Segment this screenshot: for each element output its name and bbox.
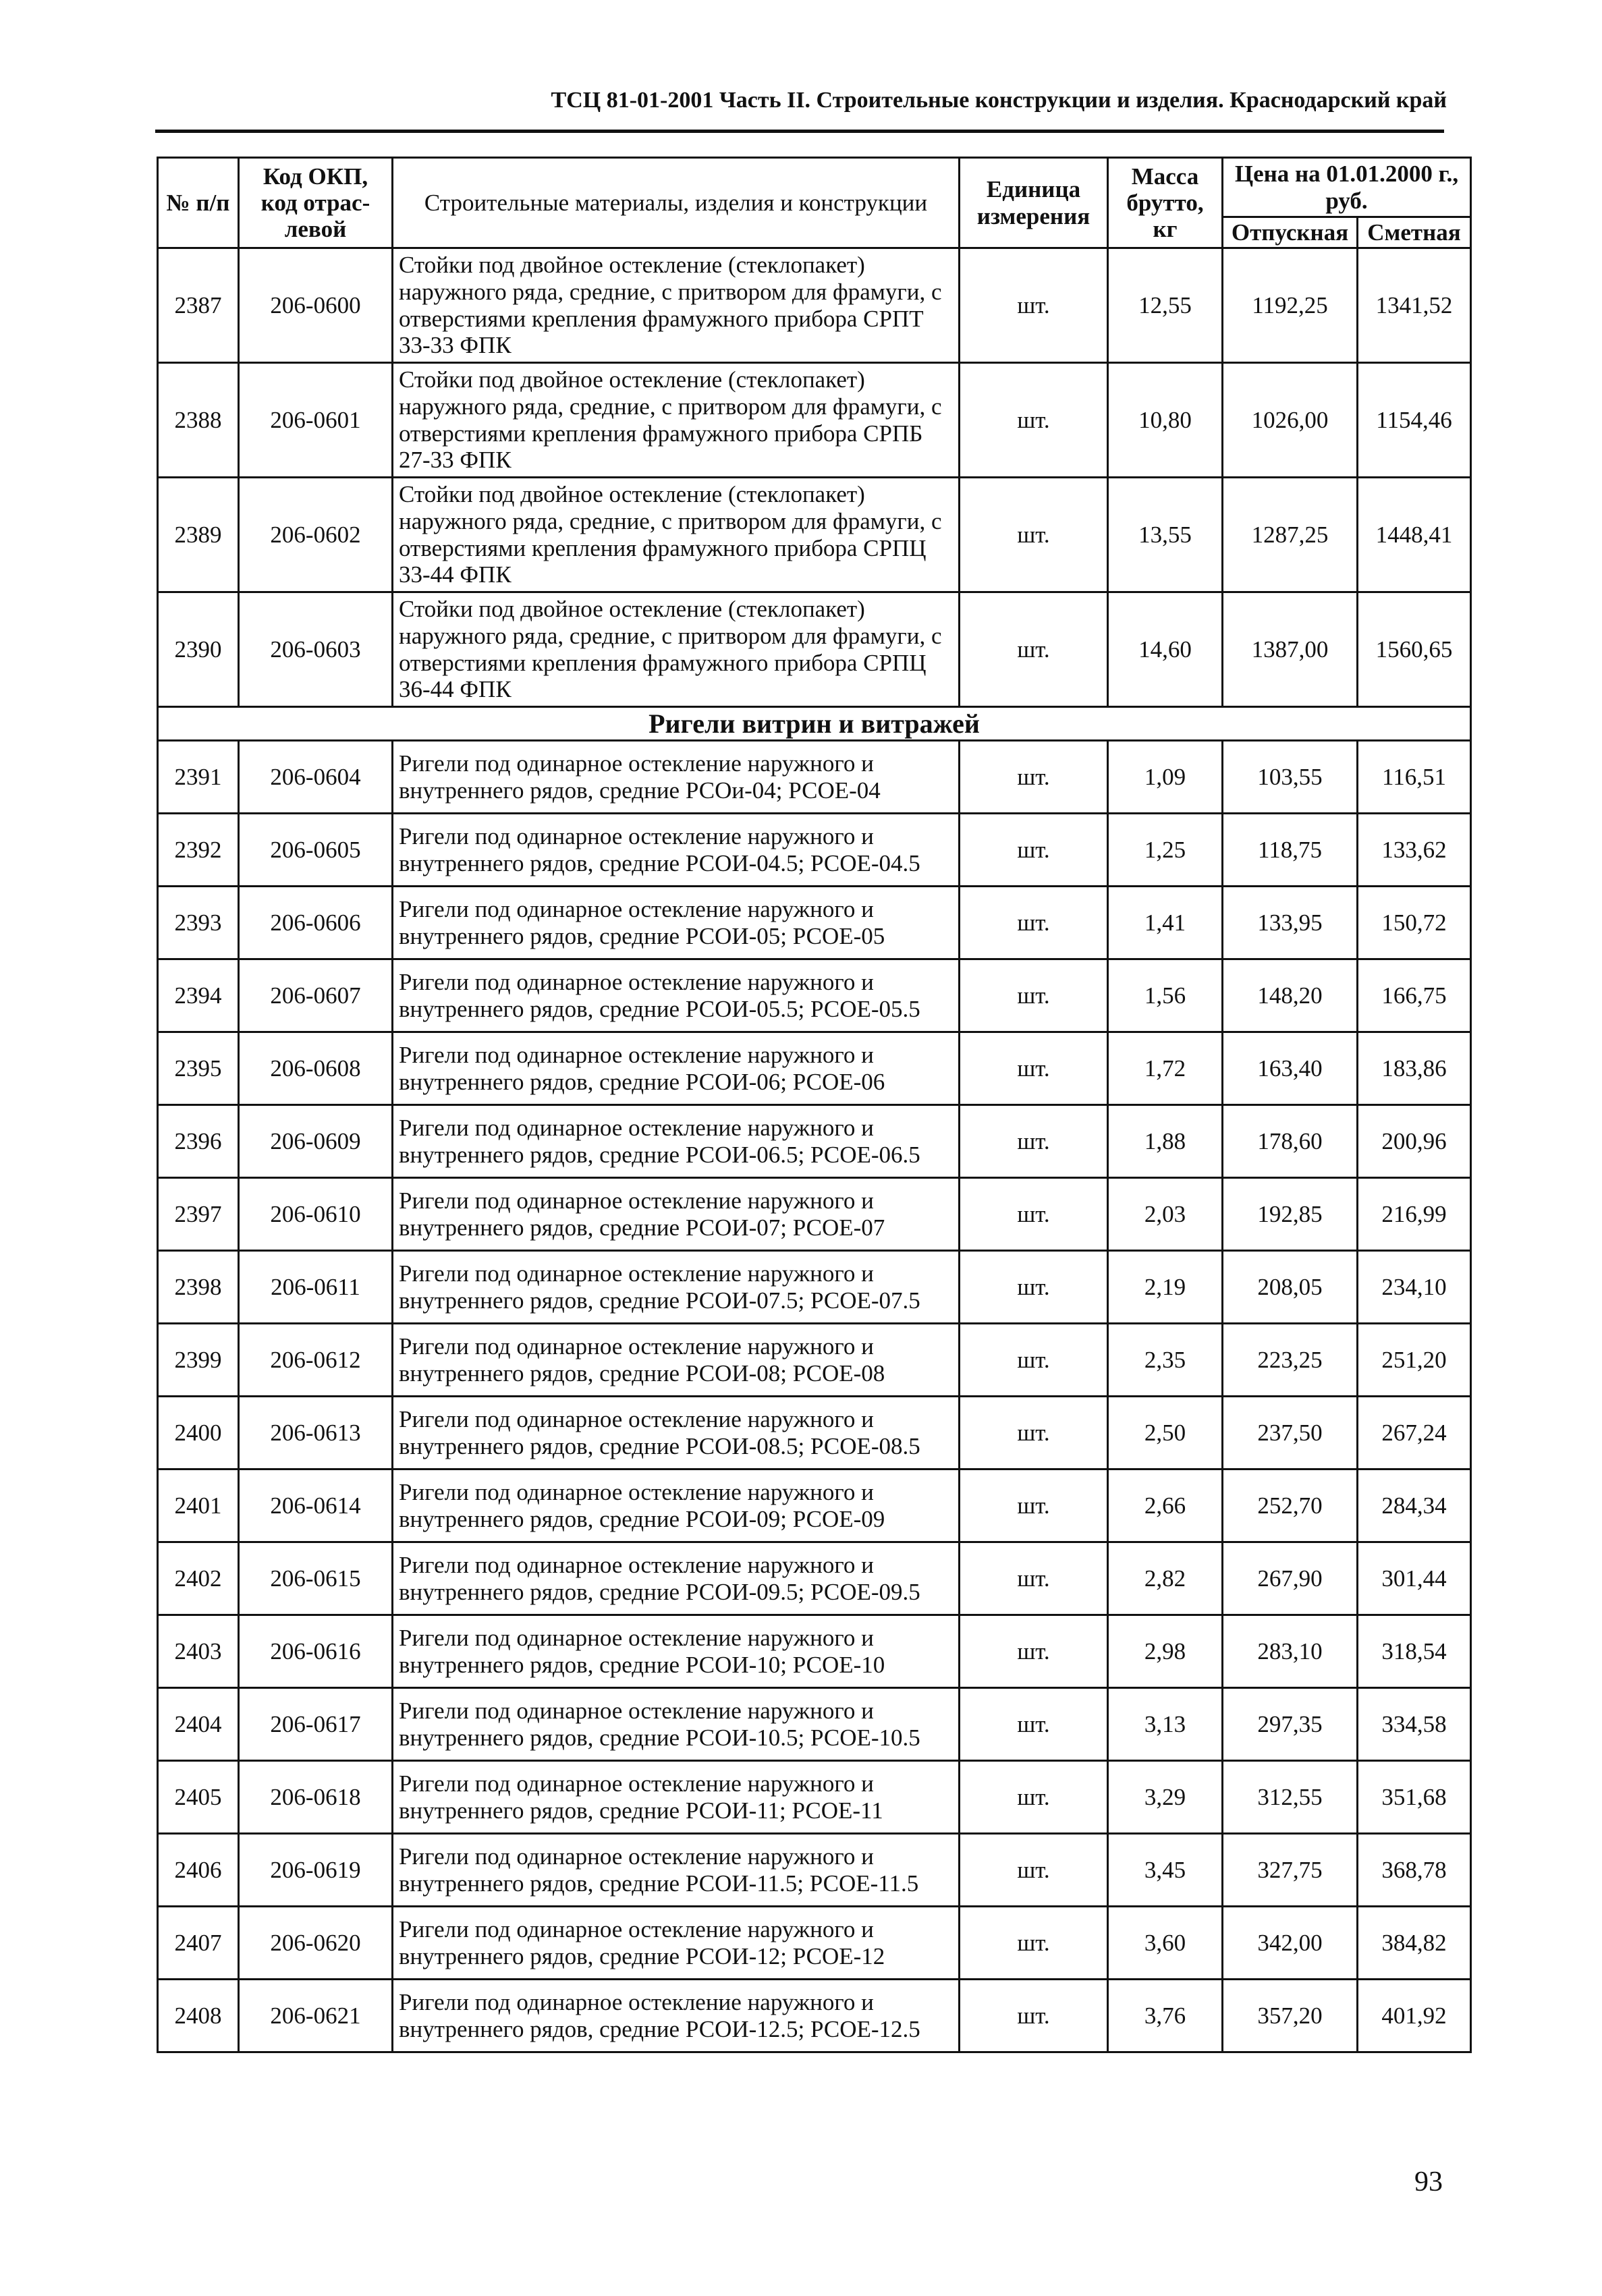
item-name: Ригели под одинарное остекление наружного и внутреннего рядов, средние РСОИ-09; РСОЕ-09 xyxy=(393,1469,960,1542)
item-name: Стойки под двойное остекление (стеклопакет) наружного ряда, средние, с притвором для фрамуги, с отверстиями крепления фрамужного прибора СРПЦ 33-44 ФПК xyxy=(393,478,960,592)
okp-code: 206-0617 xyxy=(239,1688,393,1761)
item-name: Стойки под двойное остекление (стеклопакет) наружного ряда, средние, с притвором для фрамуги, с отверстиями крепления фрамужного прибора СРПБ 27-33 ФПК xyxy=(393,363,960,478)
item-name: Ригели под одинарное остекление наружного и внутреннего рядов, средние РСОИ-05.5; РСОЕ-05.5 xyxy=(393,959,960,1032)
release-price: 103,55 xyxy=(1223,741,1358,814)
table-row xyxy=(158,1397,1471,1469)
estimate-price: 401,92 xyxy=(1358,1980,1471,2052)
gross-mass: 3,29 xyxy=(1108,1761,1223,1834)
okp-code: 206-0607 xyxy=(239,959,393,1032)
item-name: Ригели под одинарное остекление наружного и внутреннего рядов, средние РСОИ-11; РСОЕ-11 xyxy=(393,1761,960,1834)
estimate-price: 318,54 xyxy=(1358,1615,1471,1688)
okp-code: 206-0603 xyxy=(239,592,393,707)
release-price: 342,00 xyxy=(1223,1907,1358,1980)
release-price: 133,95 xyxy=(1223,887,1358,959)
release-price: 163,40 xyxy=(1223,1032,1358,1105)
unit-of-measure: шт. xyxy=(960,1105,1108,1178)
table-header xyxy=(158,158,1471,248)
release-price: 118,75 xyxy=(1223,814,1358,887)
row-number: 2396 xyxy=(158,1105,239,1178)
okp-code: 206-0610 xyxy=(239,1178,393,1251)
column-header-name: Строительные материалы, изделия и конструкции xyxy=(393,158,960,248)
item-name: Стойки под двойное остекление (стеклопакет) наружного ряда, средние, с притвором для фрамуги, с отверстиями крепления фрамужного прибора СРПТ 33-33 ФПК xyxy=(393,248,960,363)
okp-code: 206-0600 xyxy=(239,248,393,363)
item-name: Ригели под одинарное остекление наружного и внутреннего рядов, средние РСОИ-09.5; РСОЕ-09.5 xyxy=(393,1542,960,1615)
table-row xyxy=(158,741,1471,814)
okp-code: 206-0616 xyxy=(239,1615,393,1688)
unit-of-measure: шт. xyxy=(960,1178,1108,1251)
table-row xyxy=(158,959,1471,1032)
unit-of-measure: шт. xyxy=(960,1324,1108,1397)
table-row xyxy=(158,1105,1471,1178)
okp-code: 206-0621 xyxy=(239,1980,393,2052)
table-row xyxy=(158,592,1471,707)
column-header-unit: Единица измерения xyxy=(960,158,1108,248)
table-row xyxy=(158,1324,1471,1397)
okp-code: 206-0601 xyxy=(239,363,393,478)
unit-of-measure: шт. xyxy=(960,363,1108,478)
table-row xyxy=(158,1251,1471,1324)
item-name: Ригели под одинарное остекление наружного и внутреннего рядов, средние РСОИ-12; РСОЕ-12 xyxy=(393,1907,960,1980)
table-row xyxy=(158,363,1471,478)
okp-code: 206-0608 xyxy=(239,1032,393,1105)
okp-code: 206-0620 xyxy=(239,1907,393,1980)
row-number: 2397 xyxy=(158,1178,239,1251)
item-name: Ригели под одинарное остекление наружного и внутреннего рядов, средние РСОИ-04.5; РСОЕ-04.5 xyxy=(393,814,960,887)
row-number: 2399 xyxy=(158,1324,239,1397)
release-price: 1387,00 xyxy=(1223,592,1358,707)
row-number: 2406 xyxy=(158,1834,239,1907)
gross-mass: 1,25 xyxy=(1108,814,1223,887)
column-header-price-group: Цена на 01.01.2000 г., руб. xyxy=(1223,158,1471,217)
row-number: 2391 xyxy=(158,741,239,814)
item-name: Ригели под одинарное остекление наружного и внутреннего рядов, средние РСОИ-11.5; РСОЕ-11.5 xyxy=(393,1834,960,1907)
gross-mass: 2,19 xyxy=(1108,1251,1223,1324)
estimate-price: 351,68 xyxy=(1358,1761,1471,1834)
table-body-rails xyxy=(158,741,1471,2052)
okp-code: 206-0615 xyxy=(239,1542,393,1615)
item-name: Ригели под одинарное остекление наружного и внутреннего рядов, средние РСОИ-05; РСОЕ-05 xyxy=(393,887,960,959)
table-row xyxy=(158,1178,1471,1251)
gross-mass: 2,98 xyxy=(1108,1615,1223,1688)
table-row xyxy=(158,1907,1471,1980)
unit-of-measure: шт. xyxy=(960,1980,1108,2052)
estimate-price: 284,34 xyxy=(1358,1469,1471,1542)
okp-code: 206-0613 xyxy=(239,1397,393,1469)
gross-mass: 1,41 xyxy=(1108,887,1223,959)
estimate-price: 133,62 xyxy=(1358,814,1471,887)
okp-code: 206-0602 xyxy=(239,478,393,592)
estimate-price: 267,24 xyxy=(1358,1397,1471,1469)
table-body-posts xyxy=(158,248,1471,707)
release-price: 178,60 xyxy=(1223,1105,1358,1178)
item-name: Ригели под одинарное остекление наружного и внутреннего рядов, средние РСОИ-10; РСОЕ-10 xyxy=(393,1615,960,1688)
column-header-mass: Масса брутто, кг xyxy=(1108,158,1223,248)
column-header-price-estimate: Сметная xyxy=(1358,217,1471,248)
gross-mass: 1,56 xyxy=(1108,959,1223,1032)
estimate-price: 251,20 xyxy=(1358,1324,1471,1397)
group-title: Ригели витрин и витражей xyxy=(158,707,1471,741)
table-row xyxy=(158,1542,1471,1615)
unit-of-measure: шт. xyxy=(960,1469,1108,1542)
table-row xyxy=(158,1469,1471,1542)
gross-mass: 14,60 xyxy=(1108,592,1223,707)
unit-of-measure: шт. xyxy=(960,1834,1108,1907)
gross-mass: 3,13 xyxy=(1108,1688,1223,1761)
gross-mass: 1,72 xyxy=(1108,1032,1223,1105)
gross-mass: 2,82 xyxy=(1108,1542,1223,1615)
release-price: 267,90 xyxy=(1223,1542,1358,1615)
gross-mass: 13,55 xyxy=(1108,478,1223,592)
gross-mass: 1,09 xyxy=(1108,741,1223,814)
unit-of-measure: шт. xyxy=(960,1615,1108,1688)
unit-of-measure: шт. xyxy=(960,248,1108,363)
release-price: 1192,25 xyxy=(1223,248,1358,363)
gross-mass: 2,35 xyxy=(1108,1324,1223,1397)
column-header-code: Код ОКП, код отрас-левой xyxy=(239,158,393,248)
release-price: 1026,00 xyxy=(1223,363,1358,478)
estimate-price: 234,10 xyxy=(1358,1251,1471,1324)
item-name: Ригели под одинарное остекление наружного и внутреннего рядов, средние РСОи-04; РСОЕ-04 xyxy=(393,741,960,814)
release-price: 237,50 xyxy=(1223,1397,1358,1469)
estimate-price: 150,72 xyxy=(1358,887,1471,959)
unit-of-measure: шт. xyxy=(960,887,1108,959)
row-number: 2404 xyxy=(158,1688,239,1761)
unit-of-measure: шт. xyxy=(960,741,1108,814)
release-price: 327,75 xyxy=(1223,1834,1358,1907)
estimate-price: 216,99 xyxy=(1358,1178,1471,1251)
release-price: 252,70 xyxy=(1223,1469,1358,1542)
okp-code: 206-0612 xyxy=(239,1324,393,1397)
row-number: 2402 xyxy=(158,1542,239,1615)
table-group-section xyxy=(158,707,1471,741)
gross-mass: 3,45 xyxy=(1108,1834,1223,1907)
column-header-num: № п/п xyxy=(158,158,239,248)
row-number: 2400 xyxy=(158,1397,239,1469)
row-number: 2387 xyxy=(158,248,239,363)
gross-mass: 12,55 xyxy=(1108,248,1223,363)
release-price: 297,35 xyxy=(1223,1688,1358,1761)
row-number: 2408 xyxy=(158,1980,239,2052)
table-row xyxy=(158,814,1471,887)
item-name: Ригели под одинарное остекление наружного и внутреннего рядов, средние РСОИ-07.5; РСОЕ-07.5 xyxy=(393,1251,960,1324)
row-number: 2393 xyxy=(158,887,239,959)
estimate-price: 183,86 xyxy=(1358,1032,1471,1105)
table-row xyxy=(158,1032,1471,1105)
gross-mass: 1,88 xyxy=(1108,1105,1223,1178)
table-row xyxy=(158,1688,1471,1761)
row-number: 2403 xyxy=(158,1615,239,1688)
row-number: 2392 xyxy=(158,814,239,887)
estimate-price: 166,75 xyxy=(1358,959,1471,1032)
gross-mass: 3,76 xyxy=(1108,1980,1223,2052)
unit-of-measure: шт. xyxy=(960,1032,1108,1105)
release-price: 223,25 xyxy=(1223,1324,1358,1397)
okp-code: 206-0618 xyxy=(239,1761,393,1834)
row-number: 2395 xyxy=(158,1032,239,1105)
item-name: Ригели под одинарное остекление наружного и внутреннего рядов, средние РСОИ-07; РСОЕ-07 xyxy=(393,1178,960,1251)
release-price: 148,20 xyxy=(1223,959,1358,1032)
release-price: 208,05 xyxy=(1223,1251,1358,1324)
item-name: Ригели под одинарное остекление наружного и внутреннего рядов, средние РСОИ-06.5; РСОЕ-06.5 xyxy=(393,1105,960,1178)
table-row xyxy=(158,1761,1471,1834)
okp-code: 206-0611 xyxy=(239,1251,393,1324)
okp-code: 206-0605 xyxy=(239,814,393,887)
gross-mass: 2,66 xyxy=(1108,1469,1223,1542)
release-price: 192,85 xyxy=(1223,1178,1358,1251)
unit-of-measure: шт. xyxy=(960,1542,1108,1615)
okp-code: 206-0609 xyxy=(239,1105,393,1178)
price-table xyxy=(157,157,1472,2053)
release-price: 312,55 xyxy=(1223,1761,1358,1834)
release-price: 283,10 xyxy=(1223,1615,1358,1688)
row-number: 2405 xyxy=(158,1761,239,1834)
item-name: Ригели под одинарное остекление наружного и внутреннего рядов, средние РСОИ-08; РСОЕ-08 xyxy=(393,1324,960,1397)
row-number: 2394 xyxy=(158,959,239,1032)
column-header-price-release: Отпускная xyxy=(1223,217,1358,248)
table-row xyxy=(158,1834,1471,1907)
item-name: Ригели под одинарное остекление наружного и внутреннего рядов, средние РСОИ-10.5; РСОЕ-10.5 xyxy=(393,1688,960,1761)
estimate-price: 368,78 xyxy=(1358,1834,1471,1907)
row-number: 2398 xyxy=(158,1251,239,1324)
gross-mass: 10,80 xyxy=(1108,363,1223,478)
estimate-price: 200,96 xyxy=(1358,1105,1471,1178)
okp-code: 206-0619 xyxy=(239,1834,393,1907)
okp-code: 206-0606 xyxy=(239,887,393,959)
table-row xyxy=(158,1980,1471,2052)
unit-of-measure: шт. xyxy=(960,1397,1108,1469)
header-rule xyxy=(155,130,1444,133)
item-name: Ригели под одинарное остекление наружного и внутреннего рядов, средние РСОИ-12.5; РСОЕ-12.5 xyxy=(393,1980,960,2052)
table-row xyxy=(158,248,1471,363)
table-row xyxy=(158,887,1471,959)
table-row xyxy=(158,478,1471,592)
row-number: 2389 xyxy=(158,478,239,592)
running-header: ТСЦ 81-01-2001 Часть II. Строительные конструкции и изделия. Краснодарский край xyxy=(551,88,1447,113)
estimate-price: 301,44 xyxy=(1358,1542,1471,1615)
row-number: 2388 xyxy=(158,363,239,478)
unit-of-measure: шт. xyxy=(960,1251,1108,1324)
unit-of-measure: шт. xyxy=(960,1761,1108,1834)
estimate-price: 1341,52 xyxy=(1358,248,1471,363)
row-number: 2390 xyxy=(158,592,239,707)
item-name: Ригели под одинарное остекление наружного и внутреннего рядов, средние РСОИ-08.5; РСОЕ-08.5 xyxy=(393,1397,960,1469)
estimate-price: 334,58 xyxy=(1358,1688,1471,1761)
unit-of-measure: шт. xyxy=(960,1907,1108,1980)
release-price: 1287,25 xyxy=(1223,478,1358,592)
okp-code: 206-0614 xyxy=(239,1469,393,1542)
item-name: Стойки под двойное остекление (стеклопакет) наружного ряда, средние, с притвором для фрамуги, с отверстиями крепления фрамужного прибора СРПЦ 36-44 ФПК xyxy=(393,592,960,707)
estimate-price: 1448,41 xyxy=(1358,478,1471,592)
unit-of-measure: шт. xyxy=(960,959,1108,1032)
gross-mass: 2,03 xyxy=(1108,1178,1223,1251)
page-number: 93 xyxy=(1414,2166,1443,2197)
estimate-price: 1154,46 xyxy=(1358,363,1471,478)
unit-of-measure: шт. xyxy=(960,592,1108,707)
unit-of-measure: шт. xyxy=(960,1688,1108,1761)
group-header-row xyxy=(158,707,1471,741)
item-name: Ригели под одинарное остекление наружного и внутреннего рядов, средние РСОИ-06; РСОЕ-06 xyxy=(393,1032,960,1105)
estimate-price: 384,82 xyxy=(1358,1907,1471,1980)
gross-mass: 2,50 xyxy=(1108,1397,1223,1469)
unit-of-measure: шт. xyxy=(960,814,1108,887)
release-price: 357,20 xyxy=(1223,1980,1358,2052)
estimate-price: 116,51 xyxy=(1358,741,1471,814)
unit-of-measure: шт. xyxy=(960,478,1108,592)
okp-code: 206-0604 xyxy=(239,741,393,814)
row-number: 2401 xyxy=(158,1469,239,1542)
table-row xyxy=(158,1615,1471,1688)
gross-mass: 3,60 xyxy=(1108,1907,1223,1980)
row-number: 2407 xyxy=(158,1907,239,1980)
estimate-price: 1560,65 xyxy=(1358,592,1471,707)
